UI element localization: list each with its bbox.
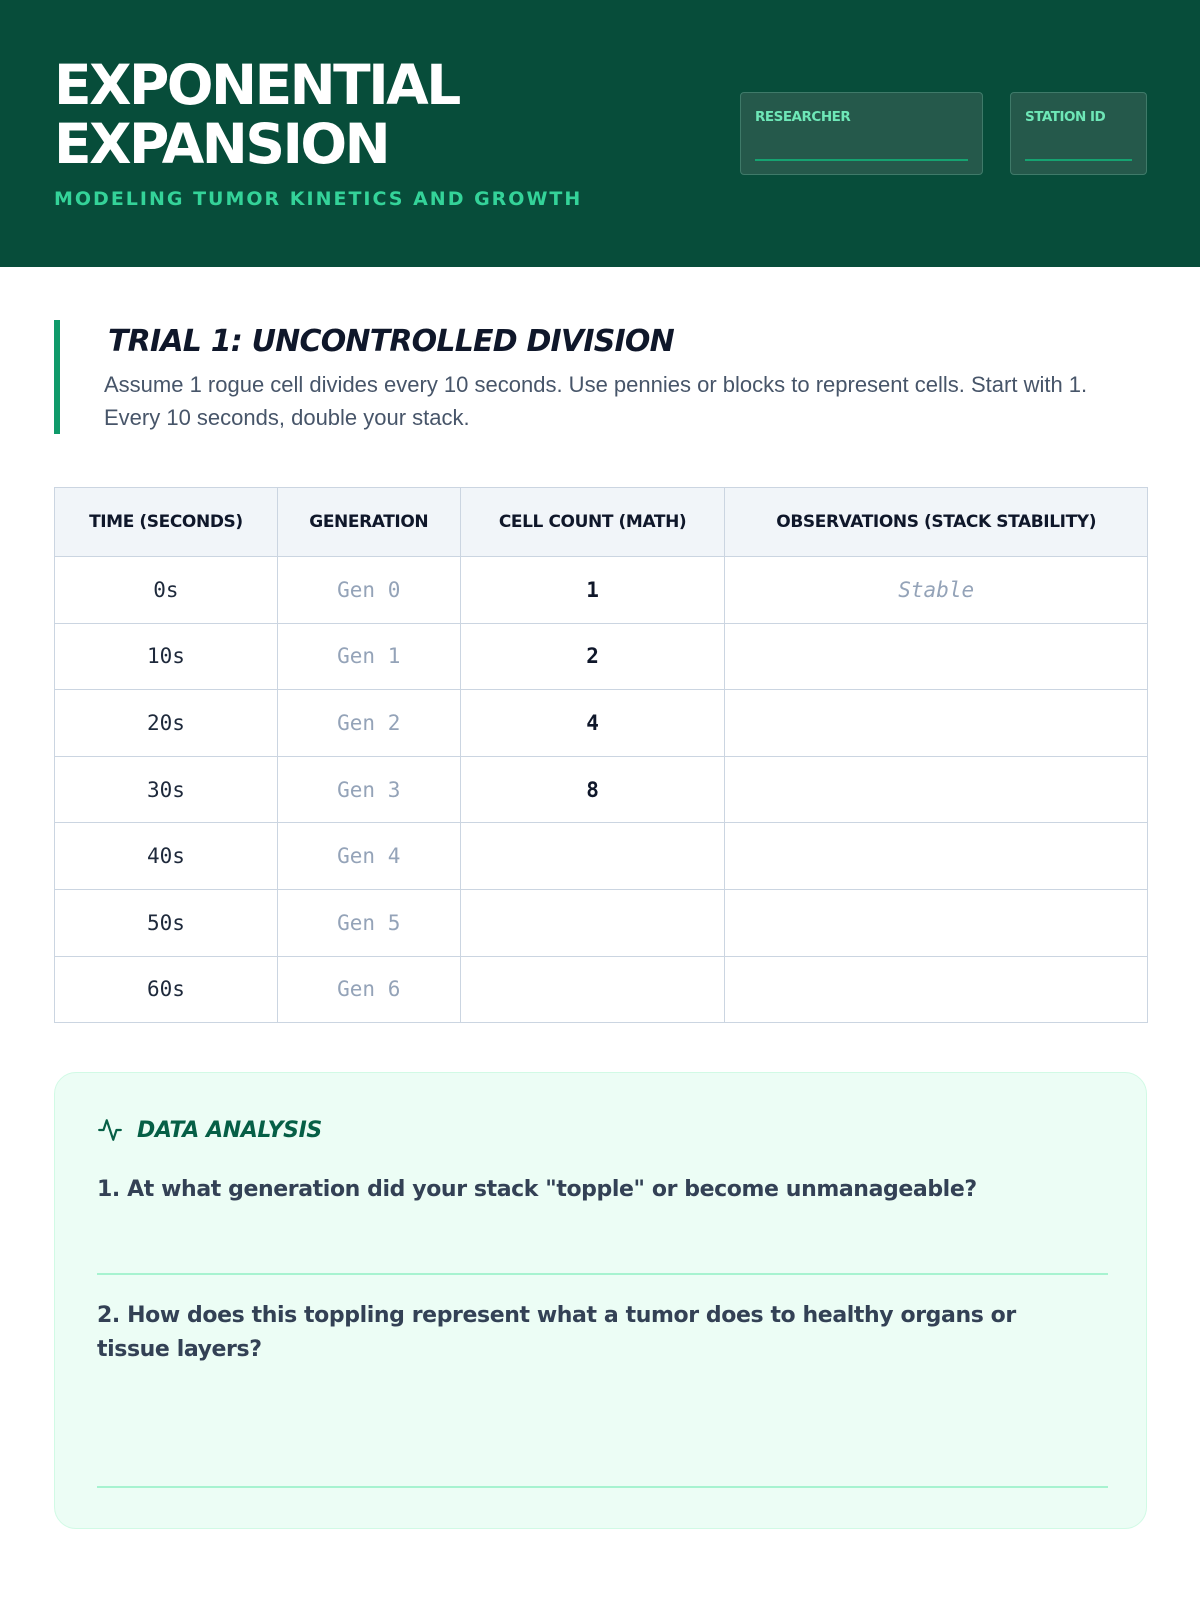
observation-cell[interactable]: Stable [725, 557, 1148, 624]
header-time: TIME (SECONDS) [55, 488, 278, 557]
time-cell: 50s [55, 889, 278, 956]
table-row [55, 756, 1148, 823]
trial-description: Assume 1 rogue cell divides every 10 seconds. Use pennies or blocks to represent cells. Start with 1. Every 10 seconds, double your stack. [104, 372, 1088, 430]
observation-cell[interactable] [725, 623, 1148, 690]
station-id-label: STATION ID [1025, 109, 1106, 125]
header-observations: OBSERVATIONS (STACK STABILITY) [725, 488, 1148, 557]
header-cell-count: CELL COUNT (MATH) [460, 488, 725, 557]
observation-cell[interactable] [725, 956, 1148, 1023]
title-line-2: EXPANSION [54, 112, 389, 176]
trial-title: TRIAL 1: UNCONTROLLED DIVISION [108, 324, 674, 359]
cell-count-cell[interactable] [460, 956, 725, 1023]
table-row [55, 823, 1148, 890]
data-table [54, 487, 1148, 1023]
researcher-field[interactable] [740, 92, 983, 175]
data-analysis-panel [54, 1072, 1147, 1529]
researcher-input-line[interactable] [755, 159, 968, 161]
answer-line-2[interactable] [97, 1486, 1108, 1488]
trial-section [54, 320, 1154, 434]
analysis-title: DATA ANALYSIS [137, 1117, 322, 1143]
table-row [55, 889, 1148, 956]
observation-cell[interactable] [725, 889, 1148, 956]
observation-cell[interactable] [725, 690, 1148, 757]
table-row [55, 557, 1148, 624]
pulse-icon [97, 1117, 123, 1143]
cell-count-cell[interactable]: 1 [460, 557, 725, 624]
observation-cell[interactable] [725, 823, 1148, 890]
table-row [55, 623, 1148, 690]
station-id-field[interactable] [1010, 92, 1147, 175]
generation-cell: Gen 5 [277, 889, 460, 956]
generation-cell: Gen 1 [277, 623, 460, 690]
cell-count-cell[interactable] [460, 823, 725, 890]
page-title [54, 53, 459, 176]
time-cell: 40s [55, 823, 278, 890]
header-generation: GENERATION [277, 488, 460, 557]
generation-cell: Gen 4 [277, 823, 460, 890]
table-row [55, 956, 1148, 1023]
time-cell: 0s [55, 557, 278, 624]
station-id-input-line[interactable] [1025, 159, 1132, 161]
table-header-row [55, 488, 1148, 557]
generation-cell: Gen 2 [277, 690, 460, 757]
analysis-heading [97, 1117, 322, 1143]
title-line-1: EXPONENTIAL [54, 53, 459, 117]
cell-count-cell[interactable]: 8 [460, 756, 725, 823]
cell-count-cell[interactable]: 2 [460, 623, 725, 690]
question-1: 1. At what generation did your stack "topple" or become unmanageable? [97, 1177, 977, 1202]
header-banner [0, 0, 1200, 267]
time-cell: 10s [55, 623, 278, 690]
researcher-label: RESEARCHER [755, 109, 851, 125]
time-cell: 20s [55, 690, 278, 757]
cell-count-cell[interactable]: 4 [460, 690, 725, 757]
cell-count-cell[interactable] [460, 889, 725, 956]
generation-cell: Gen 0 [277, 557, 460, 624]
question-2: 2. How does this toppling represent what a tumor does to healthy organs or tissue layers? [97, 1303, 1016, 1362]
time-cell: 30s [55, 756, 278, 823]
observation-cell[interactable] [725, 756, 1148, 823]
generation-cell: Gen 6 [277, 956, 460, 1023]
table-row [55, 690, 1148, 757]
time-cell: 60s [55, 956, 278, 1023]
page-subtitle: MODELING TUMOR KINETICS AND GROWTH [54, 188, 583, 210]
answer-line-1[interactable] [97, 1273, 1108, 1275]
generation-cell: Gen 3 [277, 756, 460, 823]
